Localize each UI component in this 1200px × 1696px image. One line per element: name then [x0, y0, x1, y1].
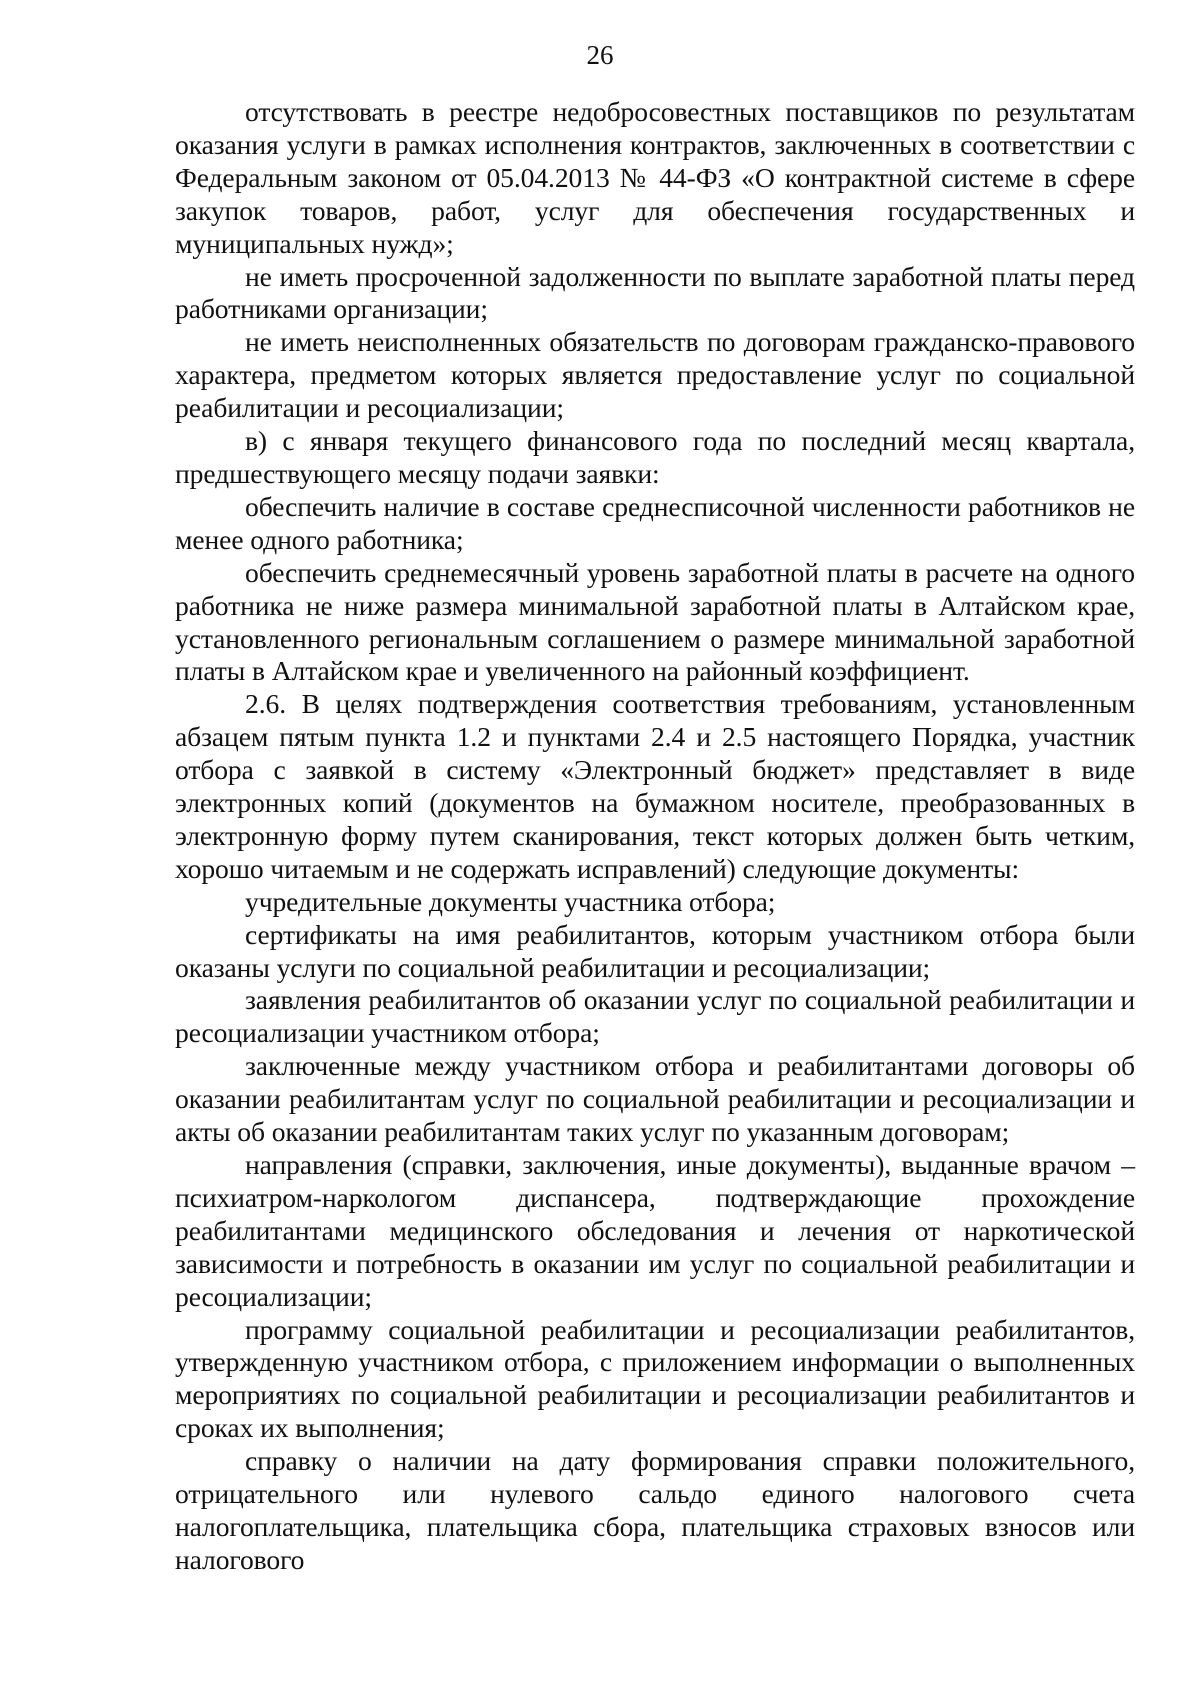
paragraph: в) с января текущего финансового года по последний месяц квартала, предшествующего месяцу подачи заявки: — [175, 425, 1135, 489]
paragraph: заявления реабилитантов об оказании услуг по социальной реабилитации и ресоциализации участником отбора; — [175, 984, 1135, 1049]
paragraph: заключенные между участником отбора и реабилитантами договоры об оказании реабилитантам услуг по социальной реабилитации и ресоциализации и акты об оказании реабилитантам таких услуг по указанным договорам; — [175, 1050, 1135, 1148]
paragraph: учредительные документы участника отбора; — [245, 885, 776, 917]
paragraph: 2.6. В целях подтверждения соответствия требованиям, установленным абзацем пятым пункта 1.2 и пунктами 2.4 и 2.5 настоящего Порядка, участник отбора с заявкой в систему «Электронный бюджет» представляет в виде электронных копий (документов на бумажном носителе, преобразованных в электронную форму путем сканирования, текст которых должен быть четким, хорошо читаемым и не содержать исправлений) следующие документы: — [175, 688, 1135, 884]
paragraph: не иметь неисполненных обязательств по договорам гражданско-правового характера, предметом которых является предоставление услуг по социальной реабилитации и ресоциализации; — [175, 326, 1135, 424]
document-body — [175, 96, 1135, 1577]
paragraph: направления (справки, заключения, иные документы), выданные врачом – психиатром-наркологом диспансера, подтверждающие прохождение реабилитантами медицинского обследования и лечения от наркотической зависимости и потребность в оказании им услуг по социальной реабилитации и ресоциализации; — [175, 1149, 1135, 1312]
paragraph: сертификаты на имя реабилитантов, которым участником отбора были оказаны услуги по социальной реабилитации и ресоциализации; — [175, 918, 1135, 983]
paragraph: отсутствовать в реестре недобросовестных поставщиков по результатам оказания услуги в рамках исполнения контрактов, заключенных в соответствии с Федеральным законом от 05.04.2013 № 44-ФЗ «О контрактной системе в сфере закупок товаров, работ, услуг для обеспечения государственных и муниципальных нужд»; — [175, 96, 1135, 259]
paragraph: справку о наличии на дату формирования справки положительного, отрицательного или нулевого сальдо единого налогового счета налогоплательщика, плательщика сбора, плательщика страховых взносов или налогового — [175, 1445, 1135, 1575]
paragraph: не иметь просроченной задолженности по выплате заработной платы перед работниками организации; — [175, 260, 1135, 325]
paragraph: программу социальной реабилитации и ресоциализации реабилитантов, утвержденную участником отбора, с приложением информации о выполненных мероприятиях по социальной реабилитации и ресоциализации реабилитантов и сроках их выполнения; — [175, 1313, 1135, 1444]
page-number: 26 — [586, 40, 614, 70]
paragraph: обеспечить среднемесячный уровень заработной платы в расчете на одного работника не ниже размера минимальной заработной платы в Алтайском крае, установленного региональным соглашением о размере минимальной заработной платы в Алтайском крае и увеличенного на районный коэффициент. — [175, 556, 1135, 687]
paragraph: обеспечить наличие в составе среднесписочной численности работников не менее одного работника; — [175, 490, 1135, 555]
